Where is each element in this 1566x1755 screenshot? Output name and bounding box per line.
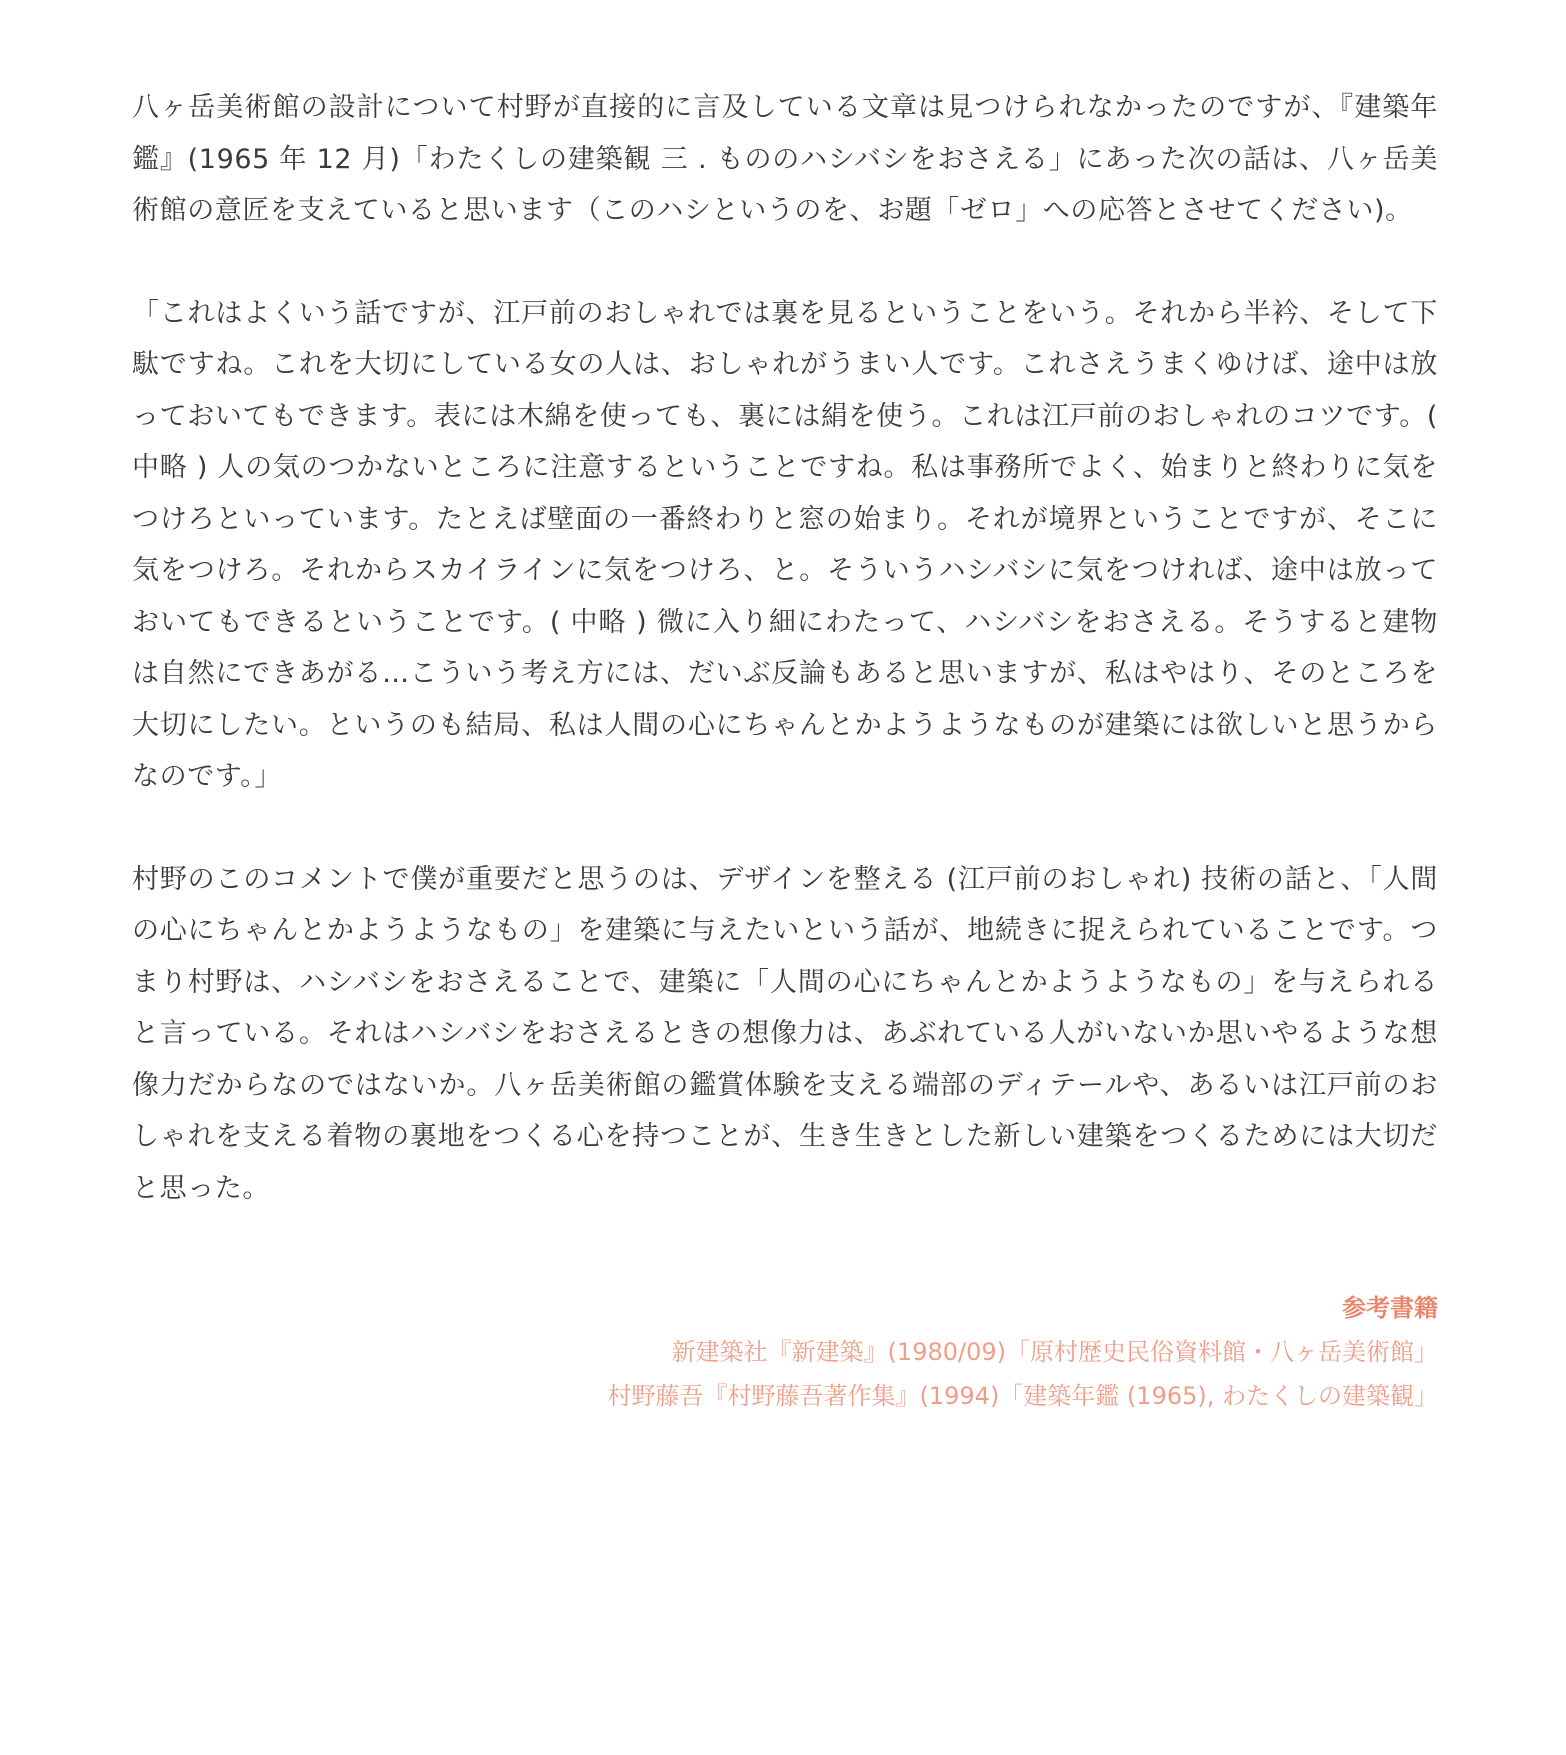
reference-item: 村野藤吾『村野藤吾著作集』(1994)「建築年鑑 (1965), わたくしの建築観」 bbox=[607, 1382, 1438, 1410]
article-body bbox=[132, 82, 1438, 1214]
paragraph-commentary: 村野のこのコメントで僕が重要だと思うのは、デザインを整える (江戸前のおしゃれ) 技術の話と、「人間の心にちゃんとかようようなもの」を建築に与えたいという話が、地続きに捉えられていることです。つまり村野は、ハシバシをおさえることで、建築に「人間の心にちゃんとかようようなもの」を与えられると言っている。それはハシバシをおさえるときの想像力は、あぶれている人がいないか思いやるような想像力だからなのではないか。八ヶ岳美術館の鑑賞体験を支える端部のディテールや、あるいは江戸前のおしゃれを支える着物の裏地をつくる心を持つことが、生き生きとした新しい建築をつくるためには大切だと思った。 bbox=[132, 863, 1438, 1204]
reference-item: 新建築社『新建築』(1980/09)「原村歴史民俗資料館・八ヶ岳美術館」 bbox=[671, 1338, 1438, 1366]
references-section bbox=[608, 1286, 1439, 1418]
references-title: 参考書籍 bbox=[1342, 1294, 1438, 1322]
paragraph-intro: 八ヶ岳美術館の設計について村野が直接的に言及している文章は見つけられなかったのですが、『建築年鑑』(1965 年 12 月)「わたくしの建築観 三 . もののハシバシをおさえる」にあった次の話は、八ヶ岳美術館の意匠を支えていると思います（このハシというのを、お題「ゼロ」への応答とさせてください)。 bbox=[132, 92, 1438, 226]
paragraph-quote: 「これはよくいう話ですが、江戸前のおしゃれでは裏を見るということをいう。それから半衿、そして下駄ですね。これを大切にしている女の人は、おしゃれがうまい人です。これさえうまくゆけば、途中は放っておいてもできます。表には木綿を使っても、裏には絹を使う。これは江戸前のおしゃれのコツです。( 中略 ) 人の気のつかないところに注意するということですね。私は事務所でよく、始まりと終わりに気をつけろといっています。たとえば壁面の一番終わりと窓の始まり。それが境界ということですが、そこに気をつけろ。それからスカイラインに気をつけろ、と。そういうハシバシに気をつければ、途中は放っておいてもできるということです。( 中略 ) 微に入り細にわたって、ハシバシをおさえる。そうすると建物は自然にできあがる…こういう考え方には、だいぶ反論もあると思いますが、私はやはり、そのところを大切にしたい。というのも結局、私は人間の心にちゃんとかようようなものが建築には欲しいと思うからなのです。」 bbox=[132, 297, 1438, 792]
